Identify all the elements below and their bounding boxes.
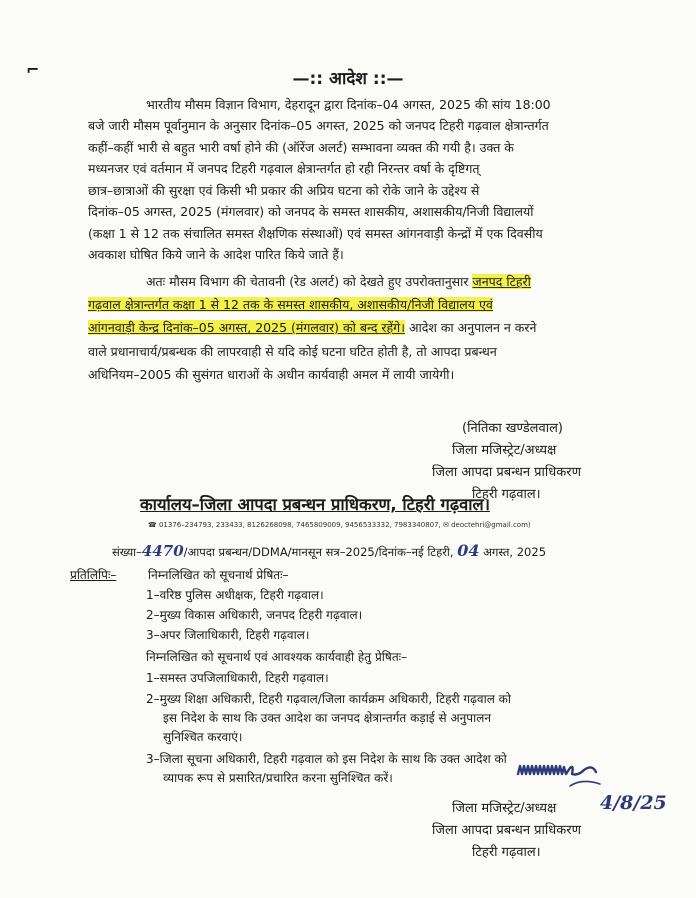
copies-label: प्रतिलिपिः–: [70, 568, 117, 582]
highlighted-directive: गढ़वाल क्षेत्रान्तर्गत कक्षा 1 से 12 तक के समस्त शासकीय, अशासकीय/निजी विद्यालय एवं: [88, 297, 493, 312]
order-para2-line: [146, 273, 531, 290]
order-para1-line: मध्यनजर एवं वर्तमान में जनपद टिहरी गढ़वाल क्षेत्रान्तर्गत हो रही निरन्तर वर्षा के दृष्टिगत्: [88, 161, 480, 176]
reference-line: [112, 541, 546, 560]
copies-item: 2–मुख्य शिक्षा अधिकारी, टिहरी गढ़वाल/जिला कार्यक्रम अधिकारी, टिहरी गढ़वाल को: [146, 692, 511, 706]
ref-number-handwritten: 4470: [141, 542, 184, 560]
order-para1-line: कहीं–कहीं भारी से बहुत भारी वर्षा होने की (ऑरेंज अलर्ट) सम्भावना व्यक्त की गयी है। उक्त के: [88, 140, 514, 155]
office-contact: ☎ 01376–234793, 233433, 8126268098, 7465809009, 9456533332, 7983340807, ✉ deoctehri@gmail.com): [148, 521, 531, 529]
signatory-authority: जिला आपदा प्रबन्धन प्राधिकरण: [432, 823, 581, 838]
copies-item: 3–अपर जिलाधिकारी, टिहरी गढ़वाल।: [146, 628, 310, 642]
handwritten-date: 4/8/25: [600, 792, 667, 814]
signatory-designation: जिला मजिस्ट्रेट/अध्यक्ष: [452, 801, 557, 816]
order-para2-line: अधिनियम–2005 की सुसंगत धाराओं के अधीन कार्यवाही अमल में लायी जायेगी।: [88, 367, 455, 382]
ref-prefix: संख्या–: [112, 545, 142, 559]
para2-text: अतः मौसम विभाग की चेतावनी (रेड अलर्ट) को देखते हुए उपरोक्तानुसार: [146, 274, 473, 289]
copies-item: 1–समस्त उपजिलाधिकारी, टिहरी गढ़वाल।: [146, 671, 329, 685]
signatory-designation: जिला मजिस्ट्रेट/अध्यक्ष: [452, 443, 557, 458]
order-para2-line: [88, 319, 536, 336]
copies-item: 3–जिला सूचना अधिकारी, टिहरी गढ़वाल को इस निदेश के साथ कि उक्त आदेश को: [146, 752, 507, 766]
highlighted-directive: आंगनवाड़ी केन्द्र दिनांक–05 अगस्त, 2025 (मंगलवार) को बन्द रहेंगे।: [88, 320, 405, 335]
highlighted-directive: जनपद टिहरी: [472, 274, 531, 289]
para2-text: आदेश का अनुपालन न करने: [404, 320, 537, 335]
signatory-authority: जिला आपदा प्रबन्धन प्राधिकरण: [432, 465, 581, 480]
copies-group1-intro: निम्नलिखित को सूचनार्थ प्रेषितः–: [148, 568, 289, 582]
ref-suffix: अगस्त, 2025: [479, 545, 547, 559]
margin-mark: ⌐: [26, 60, 40, 79]
order-para1-line: बजे जारी मौसम पूर्वानुमान के अनुसार दिनांक–05 अगस्त, 2025 को जनपद टिहरी गढ़वाल क्षेत्रान्तर्गत: [88, 118, 549, 133]
order-title: —:: आदेश ::—: [292, 69, 404, 89]
order-para1-line: अवकाश घोषित किये जाने के आदेश पारित किये जाते हैं।: [88, 247, 344, 262]
copies-item: व्यापक रूप से प्रसारित/प्रचारित करना सुनिश्चित करें।: [163, 771, 393, 785]
ref-middle: /आपदा प्रबन्धन/DDMA/मानसून सत्र–2025/दिनांक–नई टिहरी,: [183, 545, 454, 559]
office-heading: कार्यालय–जिला आपदा प्रबन्धन प्राधिकरण, टिहरी गढ़वाल।: [140, 495, 490, 514]
order-para2-line: वाले प्रधानाचार्य/प्रबन्धक की लापरवाही से यदि कोई घटना घटित होती है, तो आपदा प्रबन्धन: [88, 344, 497, 359]
copies-item: 2–मुख्य विकास अधिकारी, जनपद टिहरी गढ़वाल।: [146, 608, 363, 622]
signatory-name: (नितिका खण्डेलवाल): [462, 421, 563, 436]
order-para1-line: (कक्षा 1 से 12 तक संचालित समस्त शैक्षणिक संस्थाओं) एवं समस्त आंगनवाड़ी केन्द्रों में एक दिवसीय: [88, 226, 543, 241]
order-para2-line: [88, 296, 493, 313]
copies-group2-intro: निम्नलिखित को सूचनार्थ एवं आवश्यक कार्यवाही हेतु प्रेषितः–: [146, 650, 408, 664]
order-para1-line: भारतीय मौसम विज्ञान विभाग, देहरादून द्वारा दिनांक–04 अगस्त, 2025 की सांय 18:00: [146, 97, 551, 112]
order-para1-line: छात्र–छात्राओं की सुरक्षा एवं किसी भी प्रकार की अप्रिय घटना को रोके जाने के उद्देश्य से: [88, 183, 480, 198]
copies-item: सुनिश्चित करवाएं।: [163, 730, 243, 744]
order-para1-line: दिनांक–05 अगस्त, 2025 (मंगलवार) को जनपद के समस्त शासकीय, अशासकीय/निजी विद्यालयों: [88, 204, 534, 219]
ref-day-handwritten: 04: [457, 541, 480, 560]
signatory-place: टिहरी गढ़वाल।: [472, 487, 541, 502]
copies-item: इस निदेश के साथ कि उक्त आदेश का जनपद क्षेत्रान्तर्गत कड़ाई से अनुपालन: [163, 711, 491, 725]
copies-item: 1–वरिष्ठ पुलिस अधीक्षक, टिहरी गढ़वाल।: [146, 588, 324, 602]
handwritten-signature: [512, 752, 608, 792]
signatory-place: टिहरी गढ़वाल।: [472, 845, 541, 860]
